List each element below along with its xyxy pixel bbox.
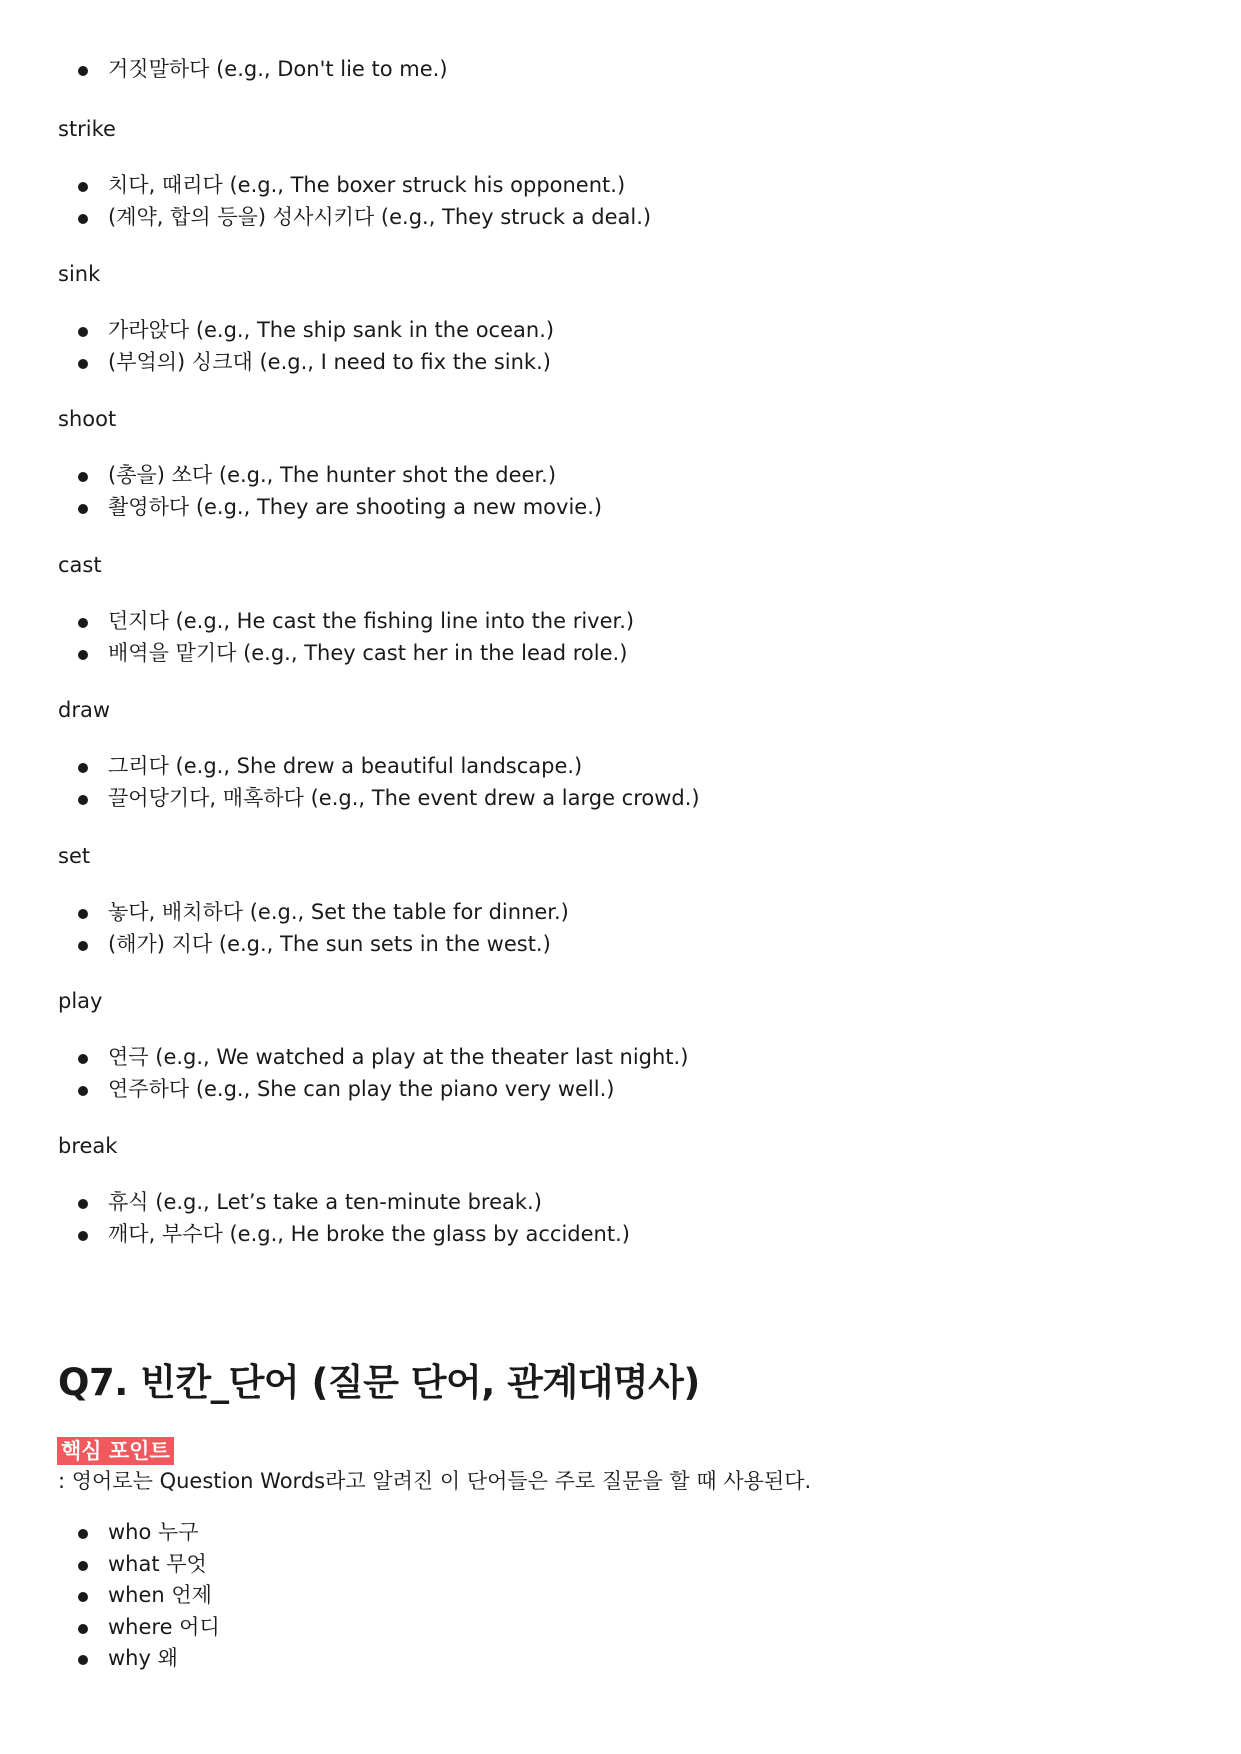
list-item: 휴식 (e.g., Let’s take a ten-minute break.) xyxy=(75,1187,630,1219)
word-heading: break xyxy=(58,1134,118,1158)
list-item: 깨다, 부수다 (e.g., He broke the glass by accident.) xyxy=(75,1219,630,1251)
key-point-badge: 핵심 포인트 xyxy=(57,1437,174,1465)
word-heading: set xyxy=(58,844,91,868)
list-item: who 누구 xyxy=(75,1517,220,1549)
list-item: 끌어당기다, 매혹하다 (e.g., The event drew a large crowd.) xyxy=(75,783,700,815)
bullet-list xyxy=(75,170,651,233)
list-item: (부엌의) 싱크대 (e.g., I need to fix the sink.) xyxy=(75,347,554,379)
list-item: (해가) 지다 (e.g., The sun sets in the west.) xyxy=(75,929,569,961)
bullet-list xyxy=(75,606,634,669)
list-item: when 언제 xyxy=(75,1580,220,1612)
bullet-list xyxy=(75,54,448,86)
list-item: 배역을 맡기다 (e.g., They cast her in the lead role.) xyxy=(75,638,634,670)
bullet-list xyxy=(75,460,602,523)
list-item: 치다, 때리다 (e.g., The boxer struck his opponent.) xyxy=(75,170,651,202)
question-word-list xyxy=(75,1517,220,1675)
bullet-list xyxy=(75,1042,688,1105)
section-description: : 영어로는 Question Words라고 알려진 이 단어들은 주로 질문을 할 때 사용된다. xyxy=(58,1469,812,1493)
list-item: 연주하다 (e.g., She can play the piano very well.) xyxy=(75,1074,688,1106)
word-heading: draw xyxy=(58,698,111,722)
list-item: what 무엇 xyxy=(75,1549,220,1581)
list-item: 그리다 (e.g., She drew a beautiful landscape.) xyxy=(75,751,700,783)
word-heading: play xyxy=(58,989,103,1013)
bullet-list xyxy=(75,315,554,378)
word-heading: cast xyxy=(58,553,102,577)
bullet-list xyxy=(75,897,569,960)
word-heading: strike xyxy=(58,117,116,141)
list-item: (총을) 쏘다 (e.g., The hunter shot the deer.) xyxy=(75,460,602,492)
bullet-list xyxy=(75,751,700,814)
list-item: 촬영하다 (e.g., They are shooting a new movie.) xyxy=(75,492,602,524)
section-heading: Q7. 빈칸_단어 (질문 단어, 관계대명사) xyxy=(58,1361,700,1404)
list-item: why 왜 xyxy=(75,1643,220,1675)
list-item: 놓다, 배치하다 (e.g., Set the table for dinner.) xyxy=(75,897,569,929)
word-heading: shoot xyxy=(58,407,117,431)
bullet-list xyxy=(75,1187,630,1250)
list-item: (계약, 합의 등을) 성사시키다 (e.g., They struck a deal.) xyxy=(75,202,651,234)
list-item: 거짓말하다 (e.g., Don't lie to me.) xyxy=(75,54,448,86)
list-item: 던지다 (e.g., He cast the fishing line into the river.) xyxy=(75,606,634,638)
list-item: where 어디 xyxy=(75,1612,220,1644)
word-heading: sink xyxy=(58,262,101,286)
list-item: 연극 (e.g., We watched a play at the theater last night.) xyxy=(75,1042,688,1074)
list-item: 가라앉다 (e.g., The ship sank in the ocean.) xyxy=(75,315,554,347)
